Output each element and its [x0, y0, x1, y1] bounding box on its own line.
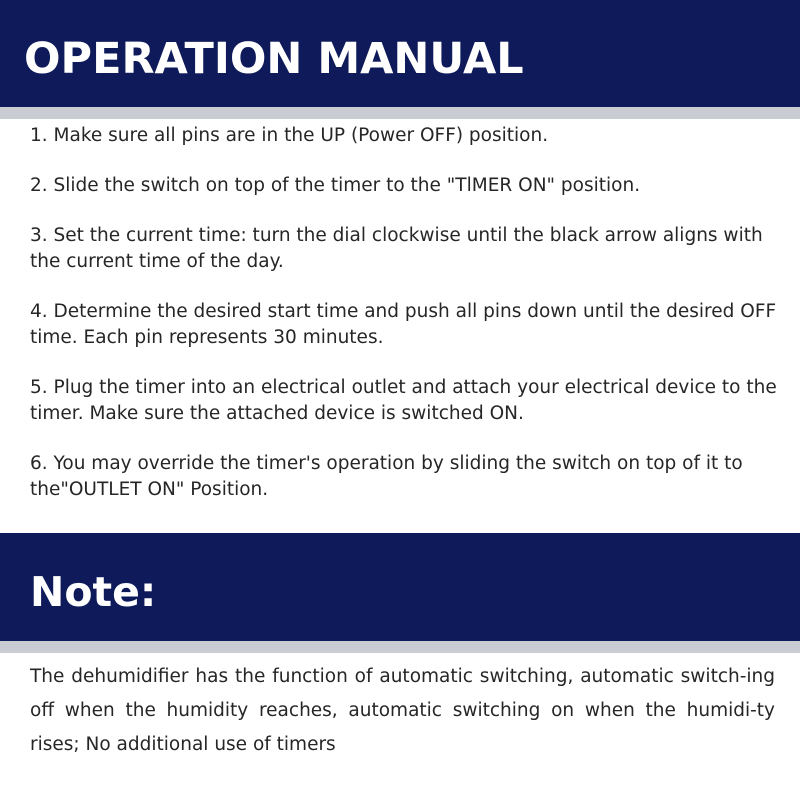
manual-header	[0, 0, 800, 107]
instruction-list	[30, 123, 780, 527]
instruction-step-2: 2. Slide the switch on top of the timer to the "TlMER ON" position.	[30, 175, 641, 196]
note-header	[0, 533, 800, 641]
instruction-step-5: 5. Plug the timer into an electrical outlet and attach your electrical device to the timer. Make sure the attached device is switched ON.	[30, 377, 777, 424]
instruction-step-3: 3. Set the current time: turn the dial clockwise until the black arrow aligns with the current time of the day.	[30, 225, 763, 272]
note-text: The dehumidifier has the function of automatic switching, automatic switch-ing off when the humidity reaches, automatic switching on when the humidi-ty rises; No additional use of timers	[30, 666, 775, 755]
instruction-step-4: 4. Determine the desired start time and push all pins down until the desired OFF time. Each pin represents 30 minutes.	[30, 301, 777, 348]
instruction-step-1: 1. Make sure all pins are in the UP (Power OFF) position.	[30, 125, 549, 146]
header-divider	[0, 107, 800, 119]
page-title: OPERATION MANUAL	[24, 34, 524, 84]
note-divider	[0, 641, 800, 653]
instruction-step-6: 6. You may override the timer's operation by sliding the switch on top of it to the"OUTLET ON" Position.	[30, 453, 743, 500]
note-title: Note:	[30, 568, 157, 616]
